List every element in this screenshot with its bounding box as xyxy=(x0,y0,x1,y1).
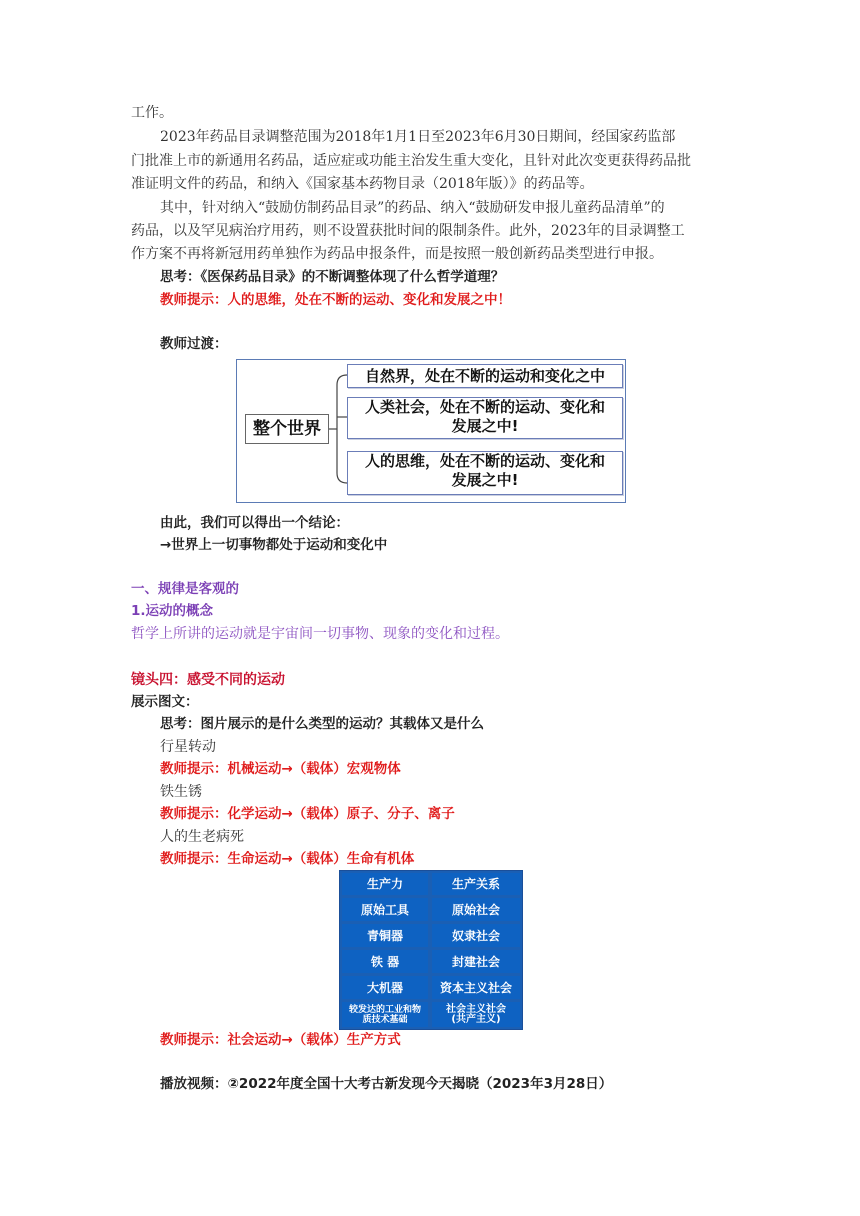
table-cell: 资本主义社会 xyxy=(432,976,520,999)
node-line: 人类社会，处在不断的运动、变化和 xyxy=(364,398,605,416)
example-text: 人的生老病死 xyxy=(160,829,244,845)
conclusion: →世界上一切事物都处于运动和变化中 xyxy=(160,537,388,553)
show-label: 展示图文： xyxy=(131,694,199,710)
think-question: 思考：图片展示的是什么类型的运动？其载体又是什么 xyxy=(160,716,484,732)
table-cell xyxy=(342,1002,428,1027)
text-line: 作方案不再将新冠用药单独作为药品申报条件，而是按照一般创新药品类型进行申报。 xyxy=(131,246,663,262)
text-line: 药品，以及罕见病治疗用药，则不设置获批时间的限制条件。此外，2023年的目录调整工 xyxy=(131,223,685,239)
table-cell: 原始工具 xyxy=(342,898,428,921)
section-heading: 一、规律是客观的 xyxy=(131,581,239,597)
text-line: 门批准上市的新通用名药品，适应症或功能主治发生重大变化，且针对此次变更获得药品批 xyxy=(131,153,691,169)
teacher-hint: 教师提示：化学运动→（载体）原子、分子、离子 xyxy=(160,806,455,822)
teacher-hint: 教师提示：生命运动→（载体）生命有机体 xyxy=(160,851,415,867)
example-text: 行星转动 xyxy=(160,739,216,755)
table-cell xyxy=(432,1002,520,1027)
table-cell: 原始社会 xyxy=(432,898,520,921)
teacher-hint: 教师提示：人的思维，处在不断的运动、变化和发展之中！ xyxy=(160,292,511,308)
diagram-node-society xyxy=(347,397,623,439)
cell-line: 社会主义社会 xyxy=(446,1003,506,1015)
table-cell: 生产关系 xyxy=(432,873,520,895)
diagram-node-nature: 自然界，处在不断的运动和变化之中 xyxy=(347,364,623,388)
table-cell: 生产力 xyxy=(342,873,428,895)
diagram-node-thinking xyxy=(347,451,623,495)
text-line: 准证明文件的药品，和纳入《国家基本药物目录（2018年版）》的药品等。 xyxy=(131,176,594,192)
think-question: 思考：《医保药品目录》的不断调整体现了什么哲学道理？ xyxy=(160,269,505,285)
table-cell: 铁 器 xyxy=(342,950,428,973)
table-cell: 封建社会 xyxy=(432,950,520,973)
text-line: 工作。 xyxy=(131,105,173,121)
node-line: 人的思维，处在不断的运动、变化和 xyxy=(364,452,605,470)
video-line: 播放视频：②2022年度全国十大考古新发现今天揭晓（2023年3月28日） xyxy=(160,1076,613,1092)
cell-line: (共产主义) xyxy=(451,1013,501,1025)
cell-line: 较发达的工业和物 xyxy=(348,1004,421,1015)
production-table xyxy=(339,870,523,1030)
diagram-root: 整个世界 xyxy=(245,414,329,444)
teacher-hint: 教师提示：社会运动→（载体）生产方式 xyxy=(160,1032,401,1048)
table-cell: 大机器 xyxy=(342,976,428,999)
text-line: 2023年药品目录调整范围为2018年1月1日至2023年6月30日期间，经国家药监部 xyxy=(160,129,676,145)
teacher-transition: 教师过渡： xyxy=(160,336,228,352)
node-line: 发展之中! xyxy=(451,471,519,489)
table-cell: 青铜器 xyxy=(342,924,428,947)
node-line: 发展之中! xyxy=(451,417,519,435)
shot-heading: 镜头四：感受不同的运动 xyxy=(131,672,285,688)
text-line: 其中，针对纳入“鼓励仿制药品目录”的药品、纳入“鼓励研发申报儿童药品清单”的 xyxy=(160,200,665,216)
subsection-heading: 1.运动的概念 xyxy=(131,603,214,619)
teacher-hint: 教师提示：机械运动→（载体）宏观物体 xyxy=(160,761,401,777)
world-motion-diagram xyxy=(236,359,626,503)
example-text: 铁生锈 xyxy=(160,784,202,800)
cell-line: 质技术基础 xyxy=(362,1014,408,1025)
conclusion-intro: 由此，我们可以得出一个结论： xyxy=(160,515,349,531)
table-cell: 奴隶社会 xyxy=(432,924,520,947)
definition: 哲学上所讲的运动就是宇宙间一切事物、现象的变化和过程。 xyxy=(131,626,509,642)
